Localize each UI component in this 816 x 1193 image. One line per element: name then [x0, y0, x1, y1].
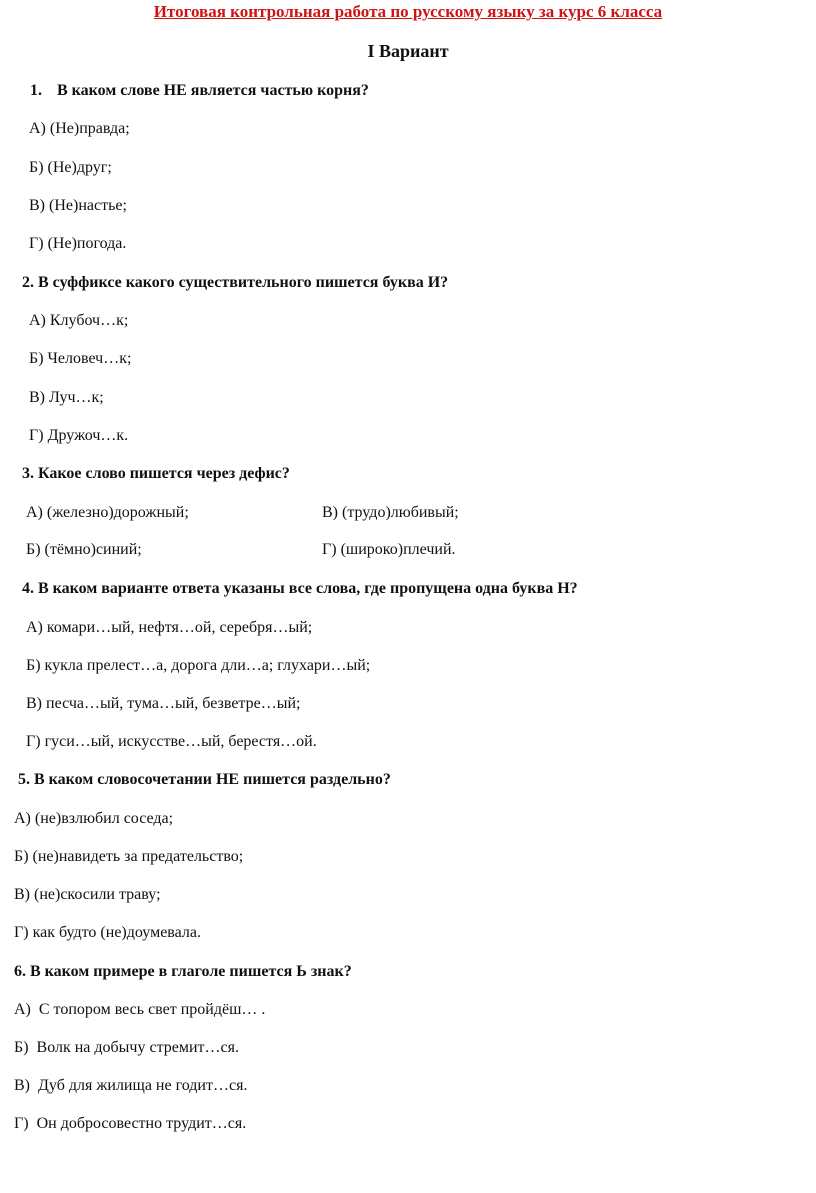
question-number: 1.	[30, 82, 42, 99]
answer-option: А) комари…ый, нефтя…ой, серебря…ый;	[26, 619, 313, 636]
answer-option: Г) как будто (не)доумевала.	[14, 924, 201, 941]
variant-heading: I Вариант	[367, 41, 449, 61]
answer-option: В) (трудо)любивый;	[322, 504, 459, 521]
answer-option: А) (не)взлюбил соседа;	[14, 810, 174, 827]
question-text: 2. В суффиксе какого существительного пишется буква И?	[22, 274, 449, 291]
answer-option: Г) (Не)погода.	[29, 235, 127, 252]
question-text: 4. В каком варианте ответа указаны все слова, где пропущена одна буква Н?	[22, 580, 578, 597]
answer-option: Б) кукла прелест…а, дорога дли…а; глухари…ый;	[26, 657, 371, 674]
answer-option: В) песча…ый, тума…ый, безветре…ый;	[26, 695, 301, 712]
question-text: 5. В каком словосочетании НЕ пишется раздельно?	[18, 771, 391, 788]
answer-option: Б) Волк на добычу стремит…ся.	[14, 1039, 240, 1056]
answer-option: Г) Дружоч…к.	[29, 427, 129, 444]
answer-option: Г) гуси…ый, искусстве…ый, берестя…ой.	[26, 733, 317, 750]
answer-option: Б) (Не)друг;	[29, 159, 112, 176]
answer-option: В) (не)скосили траву;	[14, 886, 161, 903]
answer-option: А) (Не)правда;	[29, 120, 130, 137]
answer-option: А) Клубоч…к;	[29, 312, 129, 329]
answer-option: Б) (тёмно)синий;	[26, 541, 142, 558]
answer-option: Г) Он добросовестно трудит…ся.	[14, 1115, 247, 1132]
answer-option: Б) Человеч…к;	[29, 350, 132, 367]
answer-option: А) (железно)дорожный;	[26, 504, 189, 521]
answer-option: В) Дуб для жилища не годит…ся.	[14, 1077, 248, 1094]
answer-option: А) С топором весь свет пройдёш… .	[14, 1001, 266, 1018]
answer-option: В) (Не)настье;	[29, 197, 127, 214]
answer-option: В) Луч…к;	[29, 389, 104, 406]
question-text: В каком слове НЕ является частью корня?	[57, 82, 369, 99]
question-text: 6. В каком примере в глаголе пишется Ь знак?	[14, 963, 352, 980]
question-text: 3. Какое слово пишется через дефис?	[22, 465, 290, 482]
document-title: Итоговая контрольная работа по русскому языку за курс 6 класса	[153, 2, 663, 21]
answer-option: Г) (широко)плечий.	[322, 541, 456, 558]
answer-option: Б) (не)навидеть за предательство;	[14, 848, 244, 865]
